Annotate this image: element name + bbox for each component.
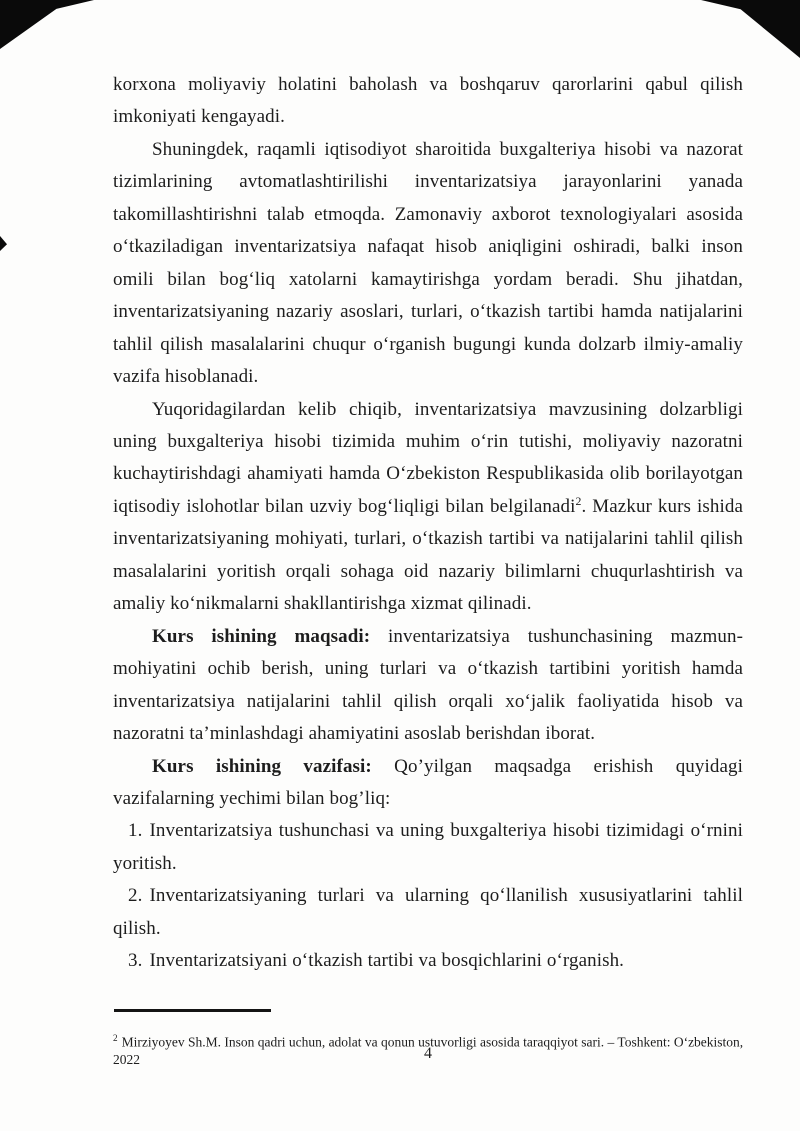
paragraph-digital-economy: Shuningdek, raqamli iqtisodiyot sharoitida buxgalteriya hisobi va nazorat tizimlarining avtomatlashtirilishi inventarizatsiya jarayonlarini yanada takomillashtirishni talab etmoqda. Zamonaviy axborot texnologiyalari asosida o‘tkaziladigan inventarizatsiya nafaqat hisob aniqligini oshiradi, balki inson omili bilan bog‘liq xatolarni kamaytirishga yordam beradi. Shu jihatdan, inventarizatsiyaning nazariy asoslari, turlari, o‘tkazish tartibi hamda natijalarini tahlil qilish masalalarini chuqur o‘rganish bugungi kunda dolzarb ilmiy-amaliy vazifa hisoblanadi. [113,138,743,388]
course-aim-text: inventarizatsiya tushunchasining mazmun-mohiyatini ochib berish, uning turlari va o‘tkazish tartibini yoritish hamda inventarizatsiya natijalarini tahlil qilish orqali xo‘jalik faoliyatida hisob va nazoratni ta’minlashdagi ahamiyatini asoslab berishdan iborat. [113,625,744,745]
task-list-item-2-number: 2. [128,885,143,907]
task-list-item-3-text: Inventarizatsiyani o‘tkazish tartibi va bosqichlarini o‘rganish. [149,950,625,972]
footnote-line-1: Mirziyoyev Sh.M. Inson qadri uchun, adolat va qonun ustuvorligi asosida taraqqiyot sari. – Toshkent: O‘zbekiston, [121,1034,744,1049]
paragraph-relevance-text-after: . Mazkur kurs ishida inventarizatsiyaning mohiyati, turlari, o‘tkazish tartibi va natijalarini tahlil qilish masalalarini yoritish orqali sohaga oid nazariy bilimlarni chuqurlashtirish va amaliy ko‘nikmalarni shakllantirishga xizmat qilinadi. [113,495,743,615]
page-number: 4 [424,1045,432,1062]
scan-shadow-top-right [701,0,800,58]
footnote-reference: 2 [575,495,582,509]
scan-mark-left-edge [0,236,7,251]
paragraph-relevance-text: Yuqoridagilardan kelib chiqib, inventarizatsiya mavzusining dolzarbligi uning buxgalteriya hisobi tizimida muhim o‘rin tutishi, moliyaviy nazoratni kuchaytirishdagi ahamiyati hamda O‘zbekiston Respublikasida olib borilayotgan iqtisodiy islohotlar bilan uzviy bog‘liqligi bilan belgilanadi [113,398,743,517]
paragraph-course-task [113,751,743,816]
task-list-item-3-number: 3. [128,950,143,972]
course-aim-label: Kurs ishining maqsadi: [152,625,371,647]
document-body [113,69,743,978]
scan-shadow-top-left [0,0,94,49]
task-list-item-3 [113,945,743,977]
footnote-separator [114,1009,271,1012]
paragraph-course-aim [113,621,743,751]
task-list-item-2 [113,880,743,945]
paragraph-relevance [113,394,743,621]
footnote-line-2: 2022 [113,1052,140,1067]
task-list-item-1-number: 1. [128,820,143,842]
paragraph-carryover: korxona moliyaviy holatini baholash va boshqaruv qarorlarini qabul qilish imkoniyati kengayadi. [113,74,743,128]
course-task-label: Kurs ishining vazifasi: [152,755,372,777]
course-task-text: Qo’yilgan maqsadga erishish quyidagi vazifalarning yechimi bilan bog’liq: [113,755,743,809]
footnote-marker: 2 [113,1032,118,1043]
task-list-item-2-text: Inventarizatsiyaning turlari va ularning qo‘llanilish xususiyatlarini tahlil qilish. [113,885,743,939]
task-list-item-1-text: Inventarizatsiya tushunchasi va uning buxgalteriya hisobi tizimidagi o‘rnini yoritish. [113,820,743,874]
task-list-item-1 [113,815,743,880]
